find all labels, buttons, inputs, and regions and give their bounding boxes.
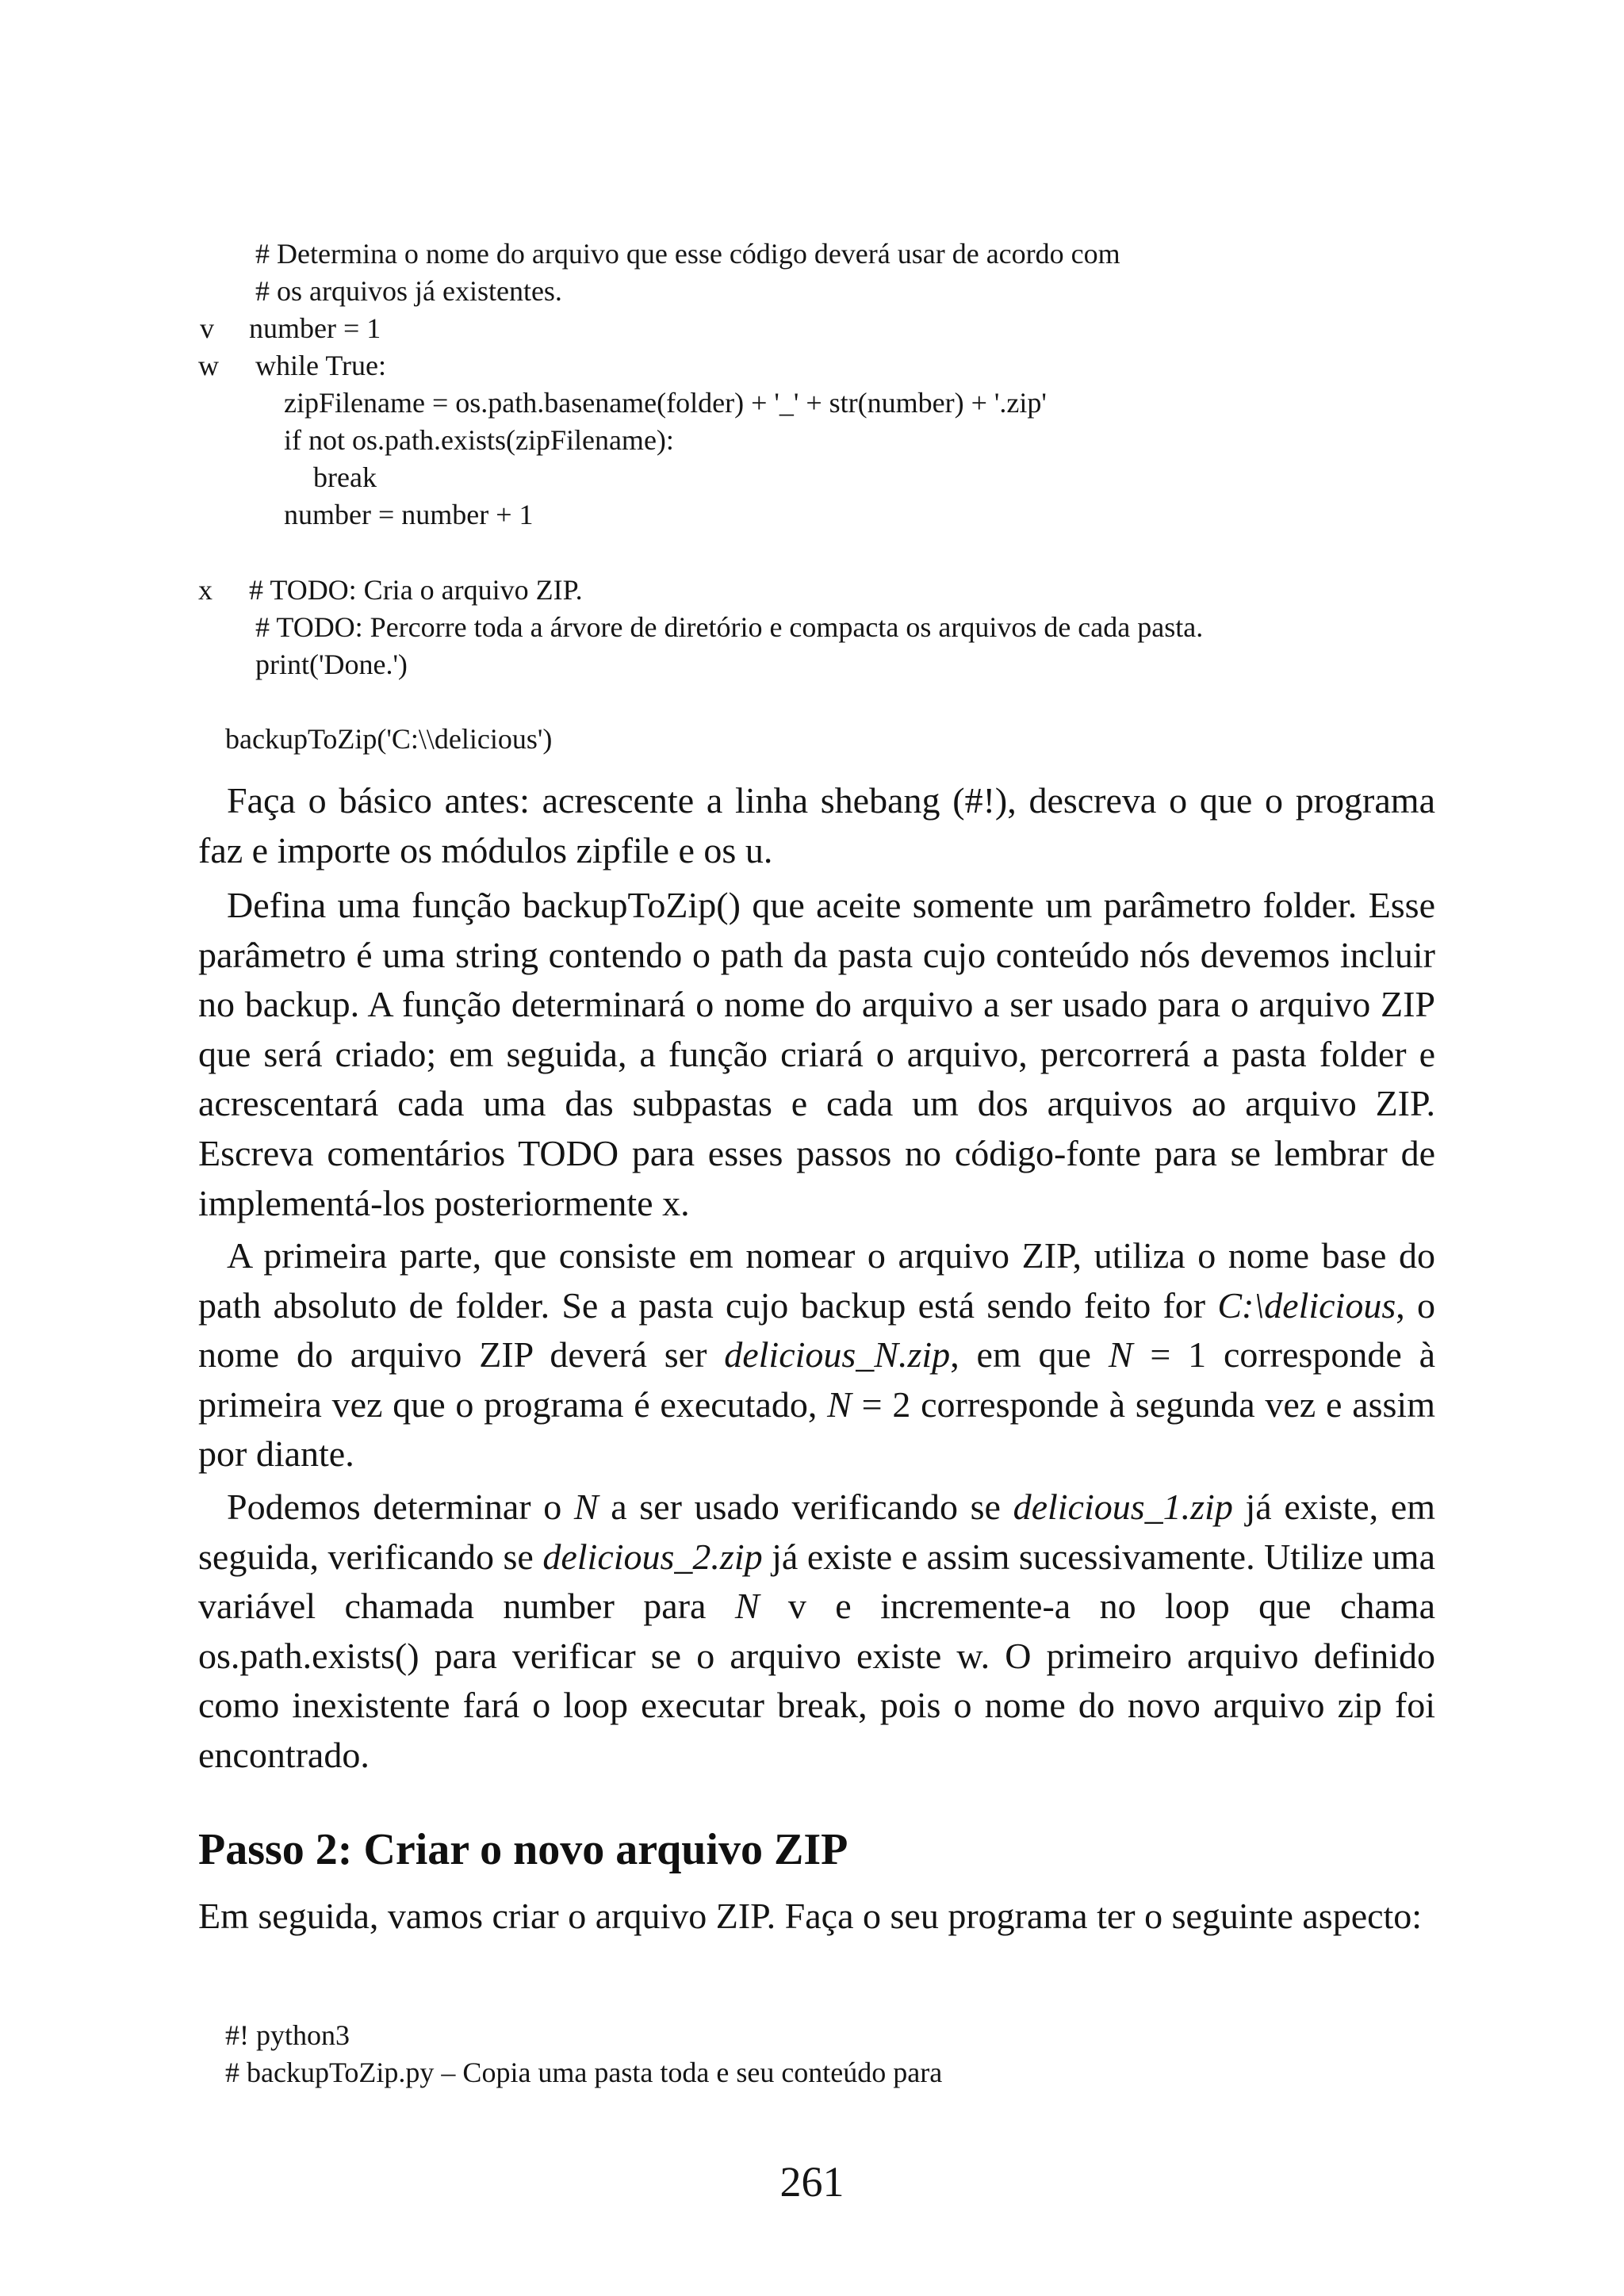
paragraph-text: já existe e assim sucessivamente. Utilize uma variável chamada number para [198, 1536, 1435, 1627]
code-line: # TODO: Percorre toda a árvore de diretório e compacta os arquivos de cada pasta. [255, 611, 1204, 643]
section-heading: Passo 2: Criar o novo arquivo ZIP [198, 1825, 848, 1874]
code-line: number = number + 1 [284, 499, 534, 530]
paragraph-text: Defina uma função backupToZip() que aceite somente um parâmetro folder. Esse parâmetro é uma string contendo o path da pasta cujo conteúdo nós devemos incluir no backup. A função determinará o nome do arquivo a ser usado para o arquivo ZIP que será criado; em seguida, a função criará o arquivo, percorrerá a pasta folder e acrescentará cada uma das subpastas e cada um dos arquivos ao arquivo ZIP. Escreva comentários TODO para esses passos no código-fonte para se lembrar de implementá-los posteriormente x. [198, 885, 1435, 1223]
italic-filename: delicious_N.zip [724, 1334, 951, 1376]
paragraph-text: A primeira parte, que consiste em nomear o arquivo ZIP, utiliza o nome base do path absoluto de folder. Se a pasta cujo backup está sendo feito for [198, 1235, 1435, 1326]
paragraph-text: , em que [950, 1334, 1109, 1376]
code-line: number = 1 [249, 312, 381, 344]
italic-filename: delicious_2.zip [542, 1536, 763, 1577]
code-line: if not os.path.exists(zipFilename): [284, 424, 674, 456]
italic-variable: N [573, 1487, 599, 1527]
code-marker-v: v [200, 312, 214, 344]
paragraph [198, 1892, 1435, 1942]
code-line: backupToZip('C:\\delicious') [225, 723, 553, 755]
code-marker-x: x [198, 574, 213, 606]
code-line: print('Done.') [255, 649, 408, 680]
code-line: # TODO: Cria o arquivo ZIP. [249, 574, 583, 606]
paragraph-text: a ser usado verificando se [598, 1487, 1013, 1527]
paragraph-text: Faça o básico antes: acrescente a linha shebang (#!), descreva o que o programa faz e importe os módulos zipfile e os u. [198, 780, 1435, 871]
code-line: #! python3 [225, 2019, 350, 2051]
code-line: while True: [255, 350, 387, 381]
paragraph-text: v e incremente-a no loop que chama os.path.exists() para verificar se o arquivo existe w. O primeiro arquivo definido como inexistente fará o loop executar break, pois o nome do novo arquivo zip foi encontrado. [198, 1586, 1435, 1775]
italic-variable: N [1108, 1334, 1133, 1376]
code-line: # Determina o nome do arquivo que esse código deverá usar de acordo com [255, 238, 1120, 270]
code-marker-w: w [198, 350, 219, 381]
italic-variable: N [734, 1586, 760, 1627]
paragraph [198, 1483, 1435, 1781]
code-line: # backupToZip.py – Copia uma pasta toda e seu conteúdo para [225, 2057, 943, 2088]
paragraph [198, 881, 1435, 1228]
paragraph-text: já existe, em seguida, verificando se [198, 1487, 1435, 1577]
code-line: break [313, 461, 377, 493]
paragraph-text: Podemos determinar o [227, 1487, 574, 1527]
code-line: zipFilename = os.path.basename(folder) + '_' + str(number) + '.zip' [284, 387, 1047, 419]
paragraph-text: = 2 corresponde à segunda vez e assim por diante. [198, 1383, 1435, 1475]
paragraph [198, 1231, 1435, 1479]
code-line: # os arquivos já existentes. [255, 275, 562, 307]
italic-variable: N [827, 1383, 852, 1425]
italic-filename: delicious_1.zip [1013, 1487, 1233, 1527]
page-number: 261 [779, 2158, 845, 2206]
paragraph-text: Em seguida, vamos criar o arquivo ZIP. Faça o seu programa ter o seguinte aspecto: [198, 1896, 1423, 1936]
paragraph-text: = 1 corresponde à primeira vez que o programa é executado, [198, 1334, 1435, 1425]
paragraph [198, 776, 1435, 875]
paragraph-text: , o nome do arquivo ZIP deverá ser [198, 1284, 1435, 1376]
italic-path: C:\delicious [1217, 1284, 1396, 1326]
